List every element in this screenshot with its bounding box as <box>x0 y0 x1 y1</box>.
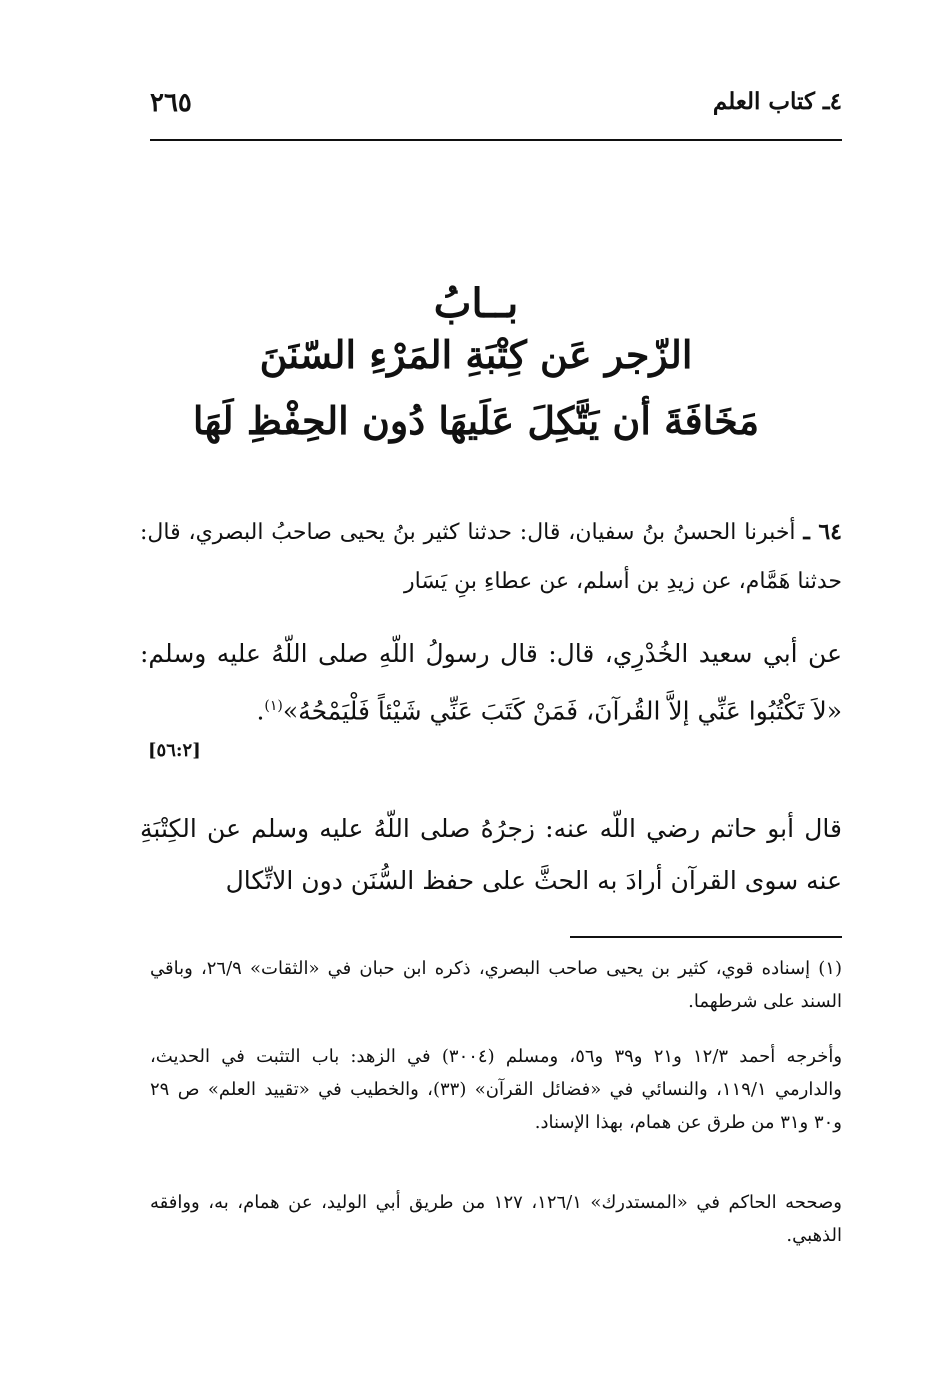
footnote-marker: (١) <box>264 698 283 714</box>
chapter-heading: بــابُ <box>433 280 519 327</box>
footnote-2: وأخرجه أحمد ١٢/٣ و٢١ و٣٩ و٥٦، ومسلم (٣٠٠٤) في الزهد: باب التثبت في الحديث، والدارمي ١١٩/١، والنسائي في «فضائل القرآن» (٣٣)، والخطيب في «تقييد العلم» ص ٢٩ و٣٠ و٣١ من طرق عن همام، بهذا الإسناد. <box>150 1046 843 1133</box>
footnote-3: وصححه الحاكم في «المستدرك» ١٢٦/١، ١٢٧ من طريق أبي الوليد، عن همام، به، ووافقه الذهبي. <box>150 1192 842 1246</box>
chapter-title-line-2: مَخَافَةَ أن يَتَّكِلَ عَلَيهَا دُون الحِفْظِ لَهَا <box>192 398 760 443</box>
hadith-number: ٦٤ ـ <box>803 519 842 545</box>
isnad-text: أخبرنا الحسنُ بنُ سفيان، قال: حدثنا كثير بنُ يحيى صاحبُ البصري، قال: حدثنا هَمَّام، عن زيدِ بن أسلم، عن عطاءِ بنِ يَسَار <box>140 520 842 594</box>
page-header <box>150 88 842 132</box>
matn-end: . <box>256 696 265 726</box>
matn-text: عن أبي سعيد الخُدْرِي، قال: قال رسولُ اللّهِ صلى اللّهُ عليه وسلم: «لاَ تَكْتُبُوا عَنِّي إلاَّ القُرآنَ، فَمَنْ كَتَبَ عَنِّي شَيْئاً فَلْيَمْحُهُ» <box>140 639 842 726</box>
hadith-matn <box>140 628 842 737</box>
commentary-paragraph: قال أبو حاتم رضي اللّه عنه: زجرُهُ صلى اللّهُ عليه وسلم عن الكِتْبَةِ عنه سوى القرآن أرادَ به الحثَّ على حفظ السُّنَن دون الاتِّكال <box>140 814 842 895</box>
page-number: ٢٦٥ <box>150 88 192 118</box>
footnote-1: (١) إسناده قوي، كثير بن يحيى صاحب البصري، ذكره ابن حبان في «الثقات» ٢٦/٩، وباقي السند على شرطهما. <box>150 958 842 1012</box>
hadith-reference: [٥٦:٢] <box>148 740 201 761</box>
header-rule <box>150 139 842 141</box>
chapter-title-line-1: الزّجر عَن كِتْبَةِ المَرْءِ السّنَنَ <box>259 332 693 377</box>
hadith-isnad <box>140 508 842 606</box>
running-title: ٤ـ كتاب العلم <box>712 88 842 115</box>
footnote-rule <box>570 936 842 938</box>
